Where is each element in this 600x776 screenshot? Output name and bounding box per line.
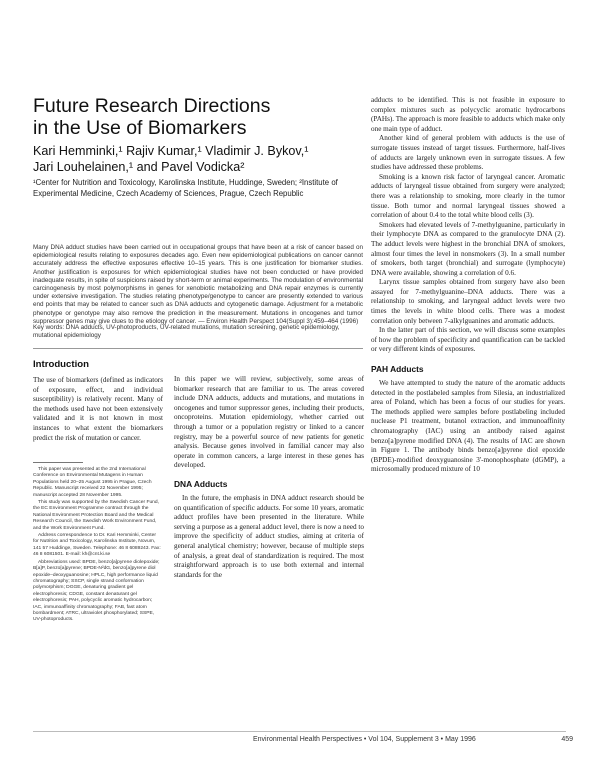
- footnote-support: This study was supported by the Swedish Cancer Fund, the EC Environment Programme contract through the National Environment Protection Board and the Medical Research Council, the Swedish Work Environment Fund, and the Work Environment Fund.: [33, 500, 159, 531]
- introduction-section: [33, 359, 163, 443]
- right-paragraph-5: Larynx tissue samples obtained from surgery have also been assayed for 7-methylguanine–DNA adducts. There was a relationship to smoking, and laryngeal adduct levels were two times the levels in white blood cells. There was a modest correlation only between 7-alkylguanines and aromatic adducts.: [371, 278, 565, 325]
- introduction-heading: Introduction: [33, 359, 89, 370]
- right-paragraph-4: Smokers had elevated levels of 7-methylguanine, particularly in their lymphocyte DNA as compared to the granulocyte DNA (2). The adduct levels were highest in the bronchial DNA of smokers, almost four times the level in nonsmokers (3). In a small number of smokers, both target (bronchial) and surrogate (lymphocyte) DNA were available, showing a correlation of 0.6.: [371, 220, 565, 277]
- right-paragraph-2: Another kind of general problem with adducts is the use of surrogate tissues instead of target tissues. Furthermore, half-lives of adducts are largely unknown even in surrogate tissues. A few studies have addressed these problems.: [371, 134, 565, 172]
- footnotes: [33, 467, 163, 625]
- dna-adducts-heading: DNA Adducts: [174, 478, 228, 489]
- middle-paragraph-2: In the future, the emphasis in DNA adduct research should be on quantification of specific adducts. For some 10 years, aromatic adduct profiles have been presented in the literature. While serving a purpose as a general adduct level, there is now a need to improve the specificity of adduct studies, aiming at criteria of general analytical chemistry; however, because of multiple steps of analysis, a great deal of standardization is required. The most straightforward approach is to use both external and internal standards for the: [174, 493, 364, 579]
- right-paragraph-3: Smoking is a known risk factor of laryngeal cancer. Aromatic adducts of laryngeal tissue obtained from surgery were analyzed; there was a relationship to smoking, more clearly in the tumor tissue. Both tumor and normal laryngeal tissues showed a correlation of about 0.4 to the total white blood cells (3).: [371, 172, 565, 220]
- right-column: [371, 96, 565, 475]
- intro-paragraph: The use of biomarkers (defined as indicators of exposure, effect, and individual susceptibility) is relatively recent. Many of the methods used have not been extensively validated and it is not known in most instances to what extent the biomarkers predict the risk of mutation or cancer.: [33, 376, 163, 442]
- page-number: 459: [561, 736, 573, 743]
- article-title: [33, 95, 353, 139]
- middle-text-1: [174, 375, 364, 471]
- footnote-divider: [33, 462, 83, 463]
- keywords: Key words: DNA adducts, UV-photoproducts, UV-related mutations, mutation screening, genetic epidemiology, mutational epidemiology: [33, 324, 340, 340]
- right-paragraph-1: adducts to be identified. This is not feasible in exposure to complex mixtures such as polycyclic aromatic hydrocarbons (PAHs). The approach is more feasible to adducts which make only one main type of adduct.: [371, 96, 565, 133]
- footnote-abbreviations: Abbreviations used: BPDE, benzo[a]pyrene diolepoxide; B[a]P, benzo[a]pyrene; BPDE-N²dG, benzo[a]pyrene diol epoxide–deoxyguanosine; HPLC, high performance liquid chromatography; SSCP, single strand conformation polymorphism; DGGE, denaturing gradient gel electrophoresis; CDGE, constant denaturant gel electrophoresis; PAH, polycyclic aromatic hydrocarbon; IAC, immunoaffinity chromatography; FAB, fast atom bombardment; ATRC, ultraviolet phosphorylated; SSPE, UV-photoproducts.: [33, 559, 160, 623]
- footnote-correspondence: Address correspondence to Dr. Kari Hemminki, Center for Nutrition and Toxicology, Karolinska Institute, Novum, 141 57 Huddinge, Sweden. Telephone: 46 8 6089243. Fax: 46 8 6081501. E-mail: kh@cnt.ki.se: [33, 533, 161, 558]
- authors: [33, 143, 353, 175]
- middle-column: [174, 375, 364, 580]
- middle-paragraph-1: In this paper we will review, subjectively, some areas of biomarker research that are familiar to us. The areas covered include DNA adducts, adducts and mutations, and mutations in oncogenes and tumor suppressor genes, including their products, oncoproteins. Mutation epidemiology, whether carried out through a tumor or a population registry or linked to a cancer registry, may be a powerful source of new patients for genetic analysis. Because genes involved in familial cancer may also operate in common cancers, a large interest in these genes has developed.: [174, 375, 364, 470]
- title-line-1: Future Research Directions: [33, 95, 271, 117]
- footnote-presentation: This paper was presented at the 2nd International Conference on Environmental Mutagens in Human Populations held 20–25 August 1995 in Prague, Czech Republic. Manuscript received 22 November 1995; manuscript accepted 28 November 1995.: [33, 467, 152, 498]
- pah-adducts-heading: PAH Adducts: [371, 364, 424, 375]
- footer-divider: [33, 731, 566, 732]
- abstract-divider: [33, 348, 363, 349]
- affiliation: ¹Center for Nutrition and Toxicology, Karolinska Institute, Huddinge, Sweden; ²Institute of Experimental Medicine, Czech Academy of Sciences, Prague, Czech Republic: [33, 178, 338, 198]
- right-text-1: [371, 96, 565, 355]
- right-paragraph-7: We have attempted to study the nature of the aromatic adducts detected in the postlabeled samples from Silesia, an industrialized area of Poland, which has been a focus of our studies for years. The methods applied were samples before postlabeling included nuclease P1 treatment, butanol extraction, and immunoaffinity chromatography (IAC) using an antibody raised against benzo[a]pyrene modified DNA (4). The results of IAC are shown in Figure 1. The antibody binds benzo[a]pyrene diol epoxide (BPDE)-modified deoxyguanosine 3'-monophosphate (dGMP), a microsomally produced mixture of 10: [371, 379, 565, 474]
- title-line-2: in the Use of Biomarkers: [33, 117, 247, 139]
- journal-citation: Environmental Health Perspectives • Vol 104, Supplement 3 • May 1996: [253, 736, 476, 743]
- right-paragraph-6: In the latter part of this section, we will discuss some examples of how the problem of specificity and quantification can be tackled or very different kinds of exposures.: [371, 326, 565, 354]
- abstract: Many DNA adduct studies have been carried out in occupational groups that have been at a risk of cancer based on epidemiological results relating to exposures decades ago. Even new epidemiological publications on cancer cannot accurately address the effective exposures effective 10–15 years. This is one justification for biomarker studies. Another justification is exposures for which epidemiological studies have not been conducted or have provided inadequate results, in spite of suspicions raised by short-term or animal experiments. The modulation of environmental carcinogenesis by most polymorphisms in genes for xenobiotic metabolizing and DNA repair enzymes is currently under extensive investigation. The studies relating phenotype/genotype to cancer are presently extended to various end points that may be related to cancer such as DNA adducts and cytogenetic damage. Adjustment for a metabolic phenotype or genotype may also remove the prediction in the measurement. Mutations in oncogenes and tumor suppressor genes may give clues to the etiology of cancer. — Environ Health Perspect 104(Suppl 3):459–464 (1996): [33, 244, 363, 325]
- right-text-2: [371, 379, 565, 475]
- middle-text-2: [174, 494, 364, 580]
- authors-line-1: Kari Hemminki,¹ Rajiv Kumar,¹ Vladimir J. Bykov,¹: [33, 144, 309, 158]
- authors-line-2: Jari Louhelainen,¹ and Pavel Vodicka²: [33, 160, 245, 174]
- introduction-text: [33, 376, 163, 443]
